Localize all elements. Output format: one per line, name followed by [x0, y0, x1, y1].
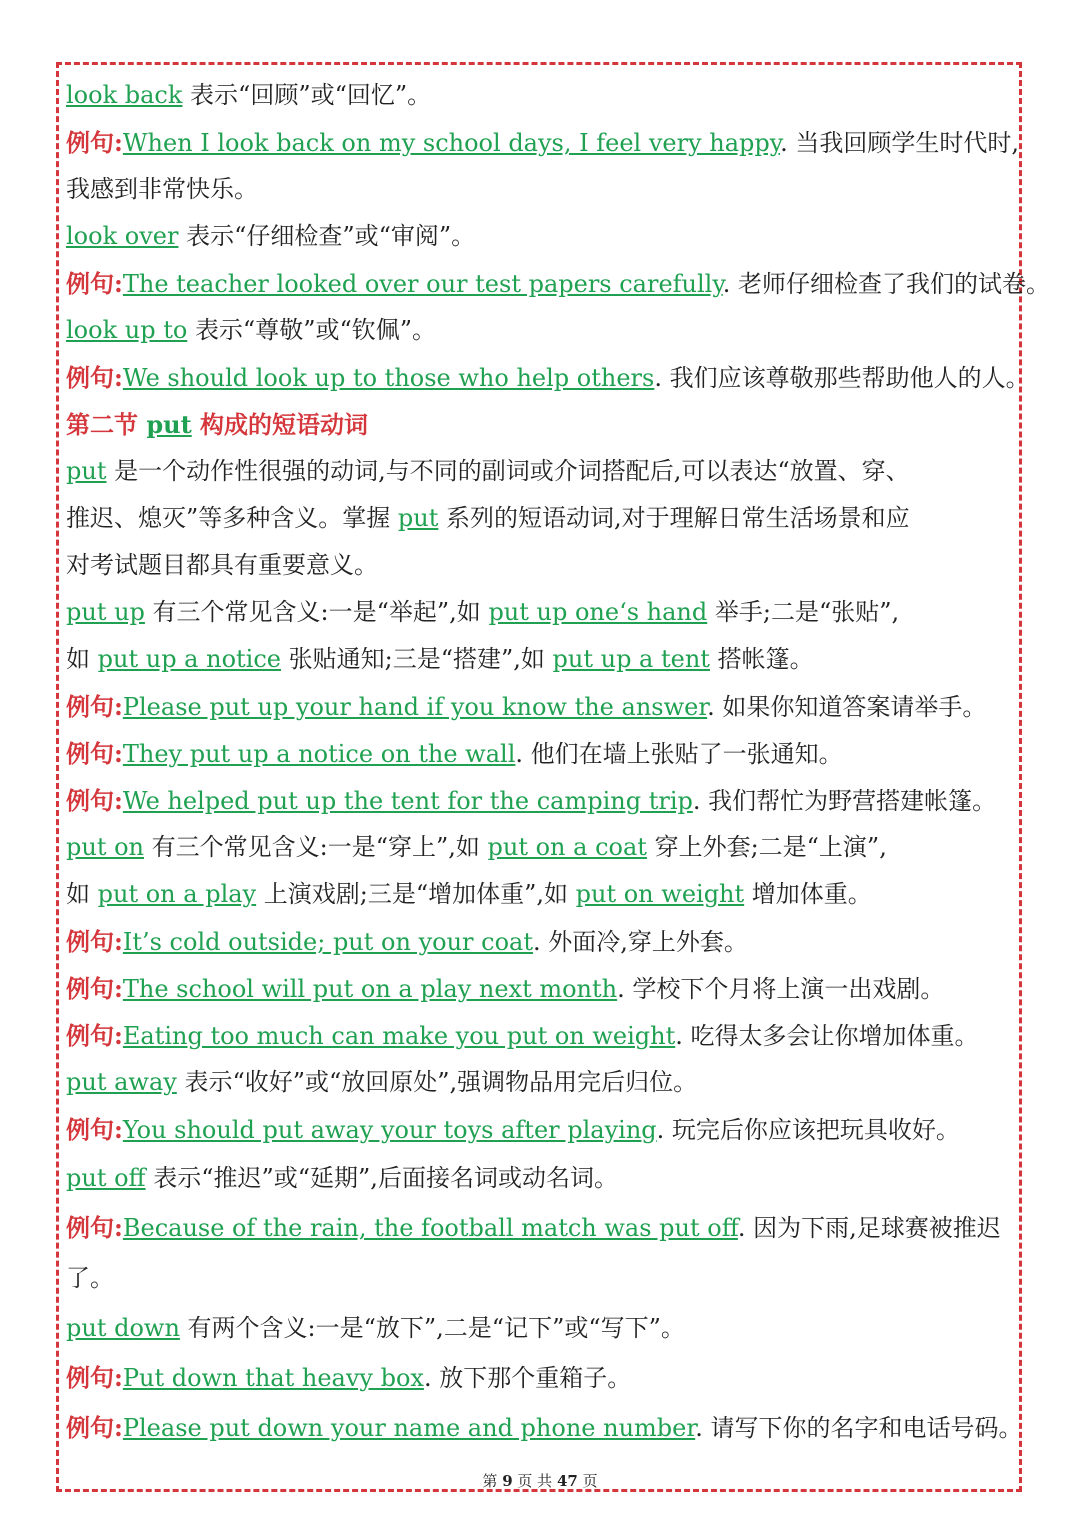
- phrase-term-text: put up a tent: [552, 645, 710, 673]
- phrase-term-text: put on weight: [575, 880, 745, 908]
- text-line: [66, 1153, 1016, 1203]
- example-sentence-text: You should put away your toys after playing: [122, 1116, 657, 1144]
- phrase-term-text: look back: [66, 81, 183, 109]
- body-text: 搭帐篷。: [709, 645, 814, 673]
- body-text: 对考试题目都具有重要意义。: [66, 551, 378, 579]
- text-line: [66, 354, 1030, 401]
- example-translation: . 他们在墙上张贴了一张通知。: [515, 740, 843, 768]
- total-page-count: 47: [556, 1472, 578, 1490]
- body-text: 推迟、熄灭”等多种含义。掌握: [66, 504, 398, 532]
- text-line: [66, 1253, 1016, 1303]
- page-footer: [0, 1470, 1080, 1491]
- section-heading: [66, 401, 1016, 448]
- phrase-term: [488, 833, 647, 861]
- body-text: 如: [66, 880, 98, 908]
- phrase-term: [66, 222, 178, 250]
- body-text: 有三个常见含义:一是“穿上”,如: [144, 833, 488, 861]
- phrase-meaning: 表示“回顾”或“回忆”。: [190, 81, 432, 109]
- example-sentence-text: Because of the rain, the football match was put off: [122, 1214, 738, 1242]
- section-heading-keyword-text: put: [146, 410, 192, 439]
- text-line: [66, 307, 1016, 354]
- example-label: 例句:: [66, 927, 123, 956]
- example-sentence: [123, 740, 516, 768]
- phrase-term-text: put away: [66, 1068, 177, 1096]
- text-line: [66, 589, 1016, 636]
- example-sentence: [123, 270, 723, 298]
- text-line: [66, 448, 1016, 495]
- example-sentence-text: We helped put up the tent for the camping trip: [122, 787, 693, 815]
- phrase-meaning: 表示“尊敬”或“钦佩”。: [194, 316, 437, 344]
- body-text: 系列的短语动词,对于理解日常生活场景和应: [438, 504, 910, 532]
- example-sentence: [123, 1022, 675, 1050]
- example-sentence: [123, 129, 780, 157]
- phrase-term: [66, 457, 106, 485]
- body-text: 张贴通知;三是“搭建”,如: [281, 645, 553, 673]
- section-heading-keyword: [146, 410, 191, 439]
- example-translation: . 我们帮忙为野营搭建帐篷。: [692, 787, 997, 815]
- phrase-term: [98, 880, 256, 908]
- example-sentence: [123, 1116, 657, 1144]
- text-line: [66, 636, 1016, 683]
- phrase-term-text: put: [397, 504, 439, 532]
- body-text: 穿上外套;二是“上演”,: [646, 833, 887, 861]
- phrase-term-text: put up: [66, 598, 145, 626]
- body-text: 举手;二是“张贴”,: [707, 598, 900, 626]
- phrase-term-text: put on: [66, 833, 144, 861]
- body-text: 了。: [66, 1264, 114, 1292]
- phrase-term-text: put off: [66, 1164, 146, 1192]
- phrase-term: [66, 1164, 146, 1192]
- text-line: [66, 777, 1016, 824]
- footer-suffix: 页: [577, 1472, 598, 1490]
- example-sentence-text: The school will put on a play next month: [122, 975, 618, 1003]
- footer-middle: 页 共: [512, 1472, 557, 1490]
- example-label: 例句:: [66, 1363, 123, 1392]
- text-line: [66, 1303, 1016, 1353]
- phrase-term-text: put down: [66, 1314, 180, 1342]
- example-translation: . 因为下雨,足球赛被推迟: [737, 1214, 1001, 1242]
- example-sentence-text: Please put up your hand if you know the answer: [122, 693, 708, 721]
- example-translation: . 放下那个重箱子。: [423, 1364, 632, 1392]
- body-text: 如: [66, 645, 98, 673]
- example-label: 例句:: [66, 1413, 123, 1442]
- body-text: 增加体重。: [744, 880, 872, 908]
- example-label: 例句:: [66, 974, 123, 1003]
- example-sentence: [123, 1214, 738, 1242]
- example-sentence-text: We should look up to those who help others: [122, 364, 655, 392]
- phrase-term-text: look over: [66, 222, 179, 250]
- text-line: [66, 918, 1016, 965]
- example-sentence: [123, 364, 654, 392]
- example-sentence: [123, 1414, 695, 1442]
- text-line: [66, 1353, 1016, 1403]
- text-line: [66, 495, 1016, 542]
- example-sentence-text: When I look back on my school days, I feel very happy: [122, 129, 781, 157]
- text-line: [66, 1106, 1016, 1153]
- example-label: 例句:: [66, 269, 123, 298]
- example-translation: . 当我回顾学生时代时,: [780, 129, 1019, 157]
- example-sentence: [123, 975, 617, 1003]
- example-translation: . 吃得太多会让你增加体重。: [675, 1022, 979, 1050]
- document-body: [66, 72, 1050, 1453]
- section-heading-prefix: 第二节: [66, 410, 147, 439]
- example-translation: . 如果你知道答案请举手。: [707, 693, 987, 721]
- example-label: 例句:: [66, 363, 123, 392]
- text-line: [66, 824, 1016, 871]
- phrase-term: [398, 504, 438, 532]
- example-label: 例句:: [66, 1115, 123, 1144]
- text-line: [66, 542, 1016, 589]
- text-line: [66, 1203, 1016, 1253]
- phrase-term: [66, 81, 182, 109]
- example-sentence: [123, 1364, 424, 1392]
- example-translation: . 外面冷,穿上外套。: [532, 928, 748, 956]
- phrase-term: [488, 598, 707, 626]
- example-sentence-text: It’s cold outside; put on your coat: [122, 928, 533, 956]
- phrase-meaning: 表示“仔细检查”或“审阅”。: [186, 222, 476, 250]
- body-text: 有三个常见含义:一是“举起”,如: [144, 598, 489, 626]
- phrase-term: [576, 880, 745, 908]
- phrase-term-text: put up a notice: [97, 645, 281, 673]
- example-translation: . 我们应该尊敬那些帮助他人的人。: [654, 364, 1030, 392]
- example-translation: . 学校下个月将上演一出戏剧。: [617, 975, 945, 1003]
- text-line: [66, 683, 1016, 730]
- text-line: [66, 1403, 1023, 1453]
- example-label: 例句:: [66, 739, 123, 768]
- example-label: 例句:: [66, 128, 123, 157]
- phrase-meaning: 表示“推迟”或“延期”,后面接名词或动名词。: [153, 1164, 618, 1192]
- text-line: [66, 1012, 1016, 1059]
- text-line: [66, 730, 1016, 777]
- body-text: 我感到非常快乐。: [66, 175, 258, 203]
- text-line: [66, 72, 1016, 119]
- body-text: 上演戏剧;三是“增加体重”,如: [256, 880, 576, 908]
- phrase-term-text: look up to: [66, 316, 188, 344]
- text-line: [66, 166, 1016, 213]
- text-line: [66, 1059, 1016, 1106]
- phrase-term: [98, 645, 281, 673]
- text-line: [66, 213, 1016, 260]
- example-sentence: [123, 928, 533, 956]
- current-page-number: 9: [502, 1472, 513, 1490]
- example-label: 例句:: [66, 1021, 123, 1050]
- phrase-term-text: put: [66, 457, 107, 485]
- phrase-term: [66, 598, 145, 626]
- phrase-term-text: put on a coat: [487, 833, 647, 861]
- section-heading-title: 构成的短语动词: [191, 410, 369, 439]
- example-sentence-text: Eating too much can make you put on weight: [122, 1022, 676, 1050]
- phrase-term: [66, 833, 144, 861]
- text-line: [66, 260, 1050, 307]
- example-sentence-text: Please put down your name and phone number: [122, 1414, 696, 1442]
- example-translation: . 请写下你的名字和电话号码。: [695, 1414, 1023, 1442]
- phrase-meaning: 表示“收好”或“放回原处”,强调物品用完后归位。: [184, 1068, 698, 1096]
- example-sentence-text: Put down that heavy box: [122, 1364, 424, 1392]
- text-line: [66, 965, 1016, 1012]
- phrase-term: [66, 1314, 180, 1342]
- example-label: 例句:: [66, 1213, 123, 1242]
- phrase-meaning: 有两个含义:一是“放下”,二是“记下”或“写下”。: [187, 1314, 685, 1342]
- footer-prefix: 第: [482, 1472, 503, 1490]
- body-text: 是一个动作性很强的动词,与不同的副词或介词搭配后,可以表达“放置、穿、: [106, 457, 910, 485]
- example-label: 例句:: [66, 786, 123, 815]
- example-sentence-text: They put up a notice on the wall: [122, 740, 516, 768]
- example-translation: . 老师仔细检查了我们的试卷。: [722, 270, 1050, 298]
- example-sentence-text: The teacher looked over our test papers carefully: [122, 270, 723, 298]
- phrase-term: [66, 316, 187, 344]
- text-line: [66, 119, 1019, 166]
- phrase-term-text: put up one‘s hand: [488, 598, 708, 626]
- phrase-term: [553, 645, 710, 673]
- example-sentence: [123, 787, 693, 815]
- text-line: [66, 871, 1016, 918]
- example-sentence: [123, 693, 707, 721]
- example-translation: . 玩完后你应该把玩具收好。: [656, 1116, 960, 1144]
- phrase-term-text: put on a play: [97, 880, 257, 908]
- example-label: 例句:: [66, 692, 123, 721]
- phrase-term: [66, 1068, 177, 1096]
